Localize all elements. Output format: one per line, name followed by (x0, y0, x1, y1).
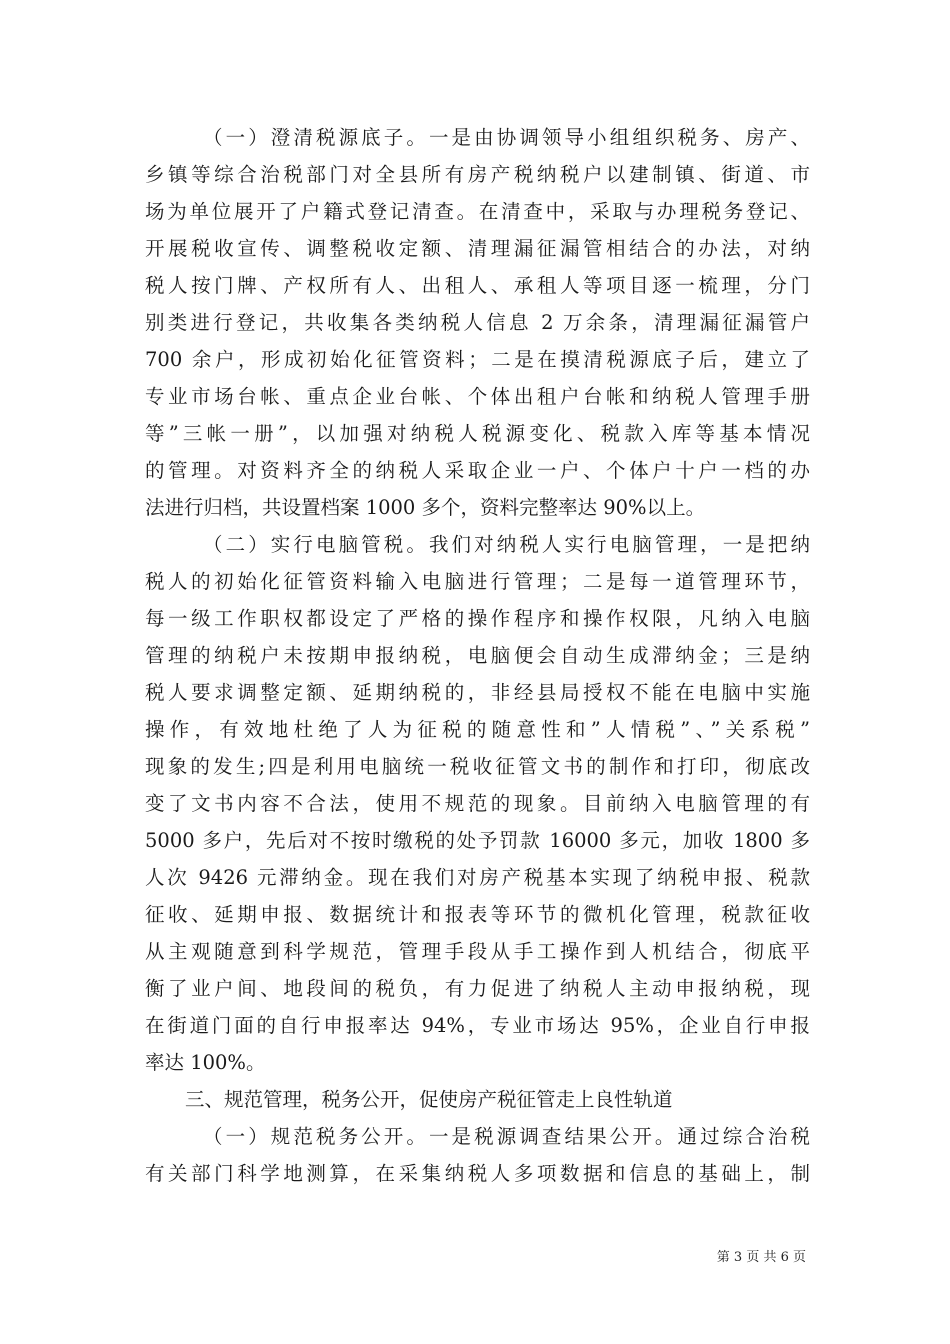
text-line: 税人的初始化征管资料输入电脑进行管理；二是每一道管理环节， (145, 570, 810, 593)
text-line: 在街道门面的自行申报率达 94%，专业市场达 95%，企业自行申报 (145, 1014, 810, 1037)
text-line: 率达 100%。 (145, 1051, 266, 1074)
text-line: 专业市场台帐、重点企业台帐、个体出租户台帐和纳税人管理手册 (145, 385, 810, 408)
text-line: 税人要求调整定额、延期纳税的，非经县局授权不能在电脑中实施 (145, 681, 810, 704)
text-line: 管理的纳税户未按期申报纳税，电脑便会自动生成滞纳金；三是纳 (145, 644, 810, 667)
text-line: 700 余户，形成初始化征管资料；二是在摸清税源底子后，建立了 (145, 348, 810, 371)
document-body (145, 119, 810, 1192)
text-line: 法进行归档，共设置档案 1000 多个，资料完整率达 90%以上。 (145, 496, 706, 519)
text-line: 衡了业户间、地段间的税负，有力促进了纳税人主动申报纳税，现 (145, 977, 810, 1000)
text-line: 人次 9426 元滞纳金。现在我们对房产税基本实现了纳税申报、税款 (145, 866, 810, 889)
text-line: 从主观随意到科学规范，管理手段从手工操作到人机结合，彻底平 (145, 940, 810, 963)
text-line: 开展税收宣传、调整税收定额、清理漏征漏管相结合的办法，对纳 (145, 237, 810, 260)
text-line: 5000 多户，先后对不按时缴税的处予罚款 16000 多元，加收 1800 多 (145, 829, 810, 852)
page-number: 第 3 页 共 6 页 (716, 1250, 806, 1265)
text-line: 操作，有效地杜绝了人为征税的随意性和”人情税”、”关系税” (145, 718, 810, 741)
text-line: 别类进行登记，共收集各类纳税人信息 2 万余条，清理漏征漏管户 (145, 311, 810, 334)
text-line: 场为单位展开了户籍式登记清查。在清查中，采取与办理税务登记、 (145, 200, 810, 223)
text-line: （一）澄清税源底子。一是由协调领导小组组织税务、房产、 (203, 126, 810, 149)
text-line: （一）规范税务公开。一是税源调查结果公开。通过综合治税 (203, 1125, 810, 1148)
text-line: 每一级工作职权都设定了严格的操作程序和操作权限，凡纳入电脑 (145, 607, 810, 630)
text-line: 现象的发生;四是利用电脑统一税收征管文书的制作和打印，彻底改 (145, 755, 810, 778)
text-line: 变了文书内容不合法，使用不规范的现象。目前纳入电脑管理的有 (145, 792, 810, 815)
text-line: 乡镇等综合治税部门对全县所有房产税纳税户以建制镇、街道、市 (145, 163, 810, 186)
text-line: 等”三帐一册”，以加强对纳税人税源变化、税款入库等基本情况 (145, 422, 810, 445)
text-line: （二）实行电脑管税。我们对纳税人实行电脑管理，一是把纳 (203, 533, 810, 556)
text-line: 税人按门牌、产权所有人、出租人、承租人等项目逐一梳理，分门 (145, 274, 810, 297)
text-line: 三、规范管理，税务公开，促使房产税征管走上良性轨道 (185, 1088, 673, 1111)
text-line: 征收、延期申报、数据统计和报表等环节的微机化管理，税款征收 (145, 903, 810, 926)
text-line: 的管理。对资料齐全的纳税人采取企业一户、个体户十户一档的办 (145, 459, 810, 482)
text-line: 有关部门科学地测算，在采集纳税人多项数据和信息的基础上，制 (145, 1162, 810, 1185)
